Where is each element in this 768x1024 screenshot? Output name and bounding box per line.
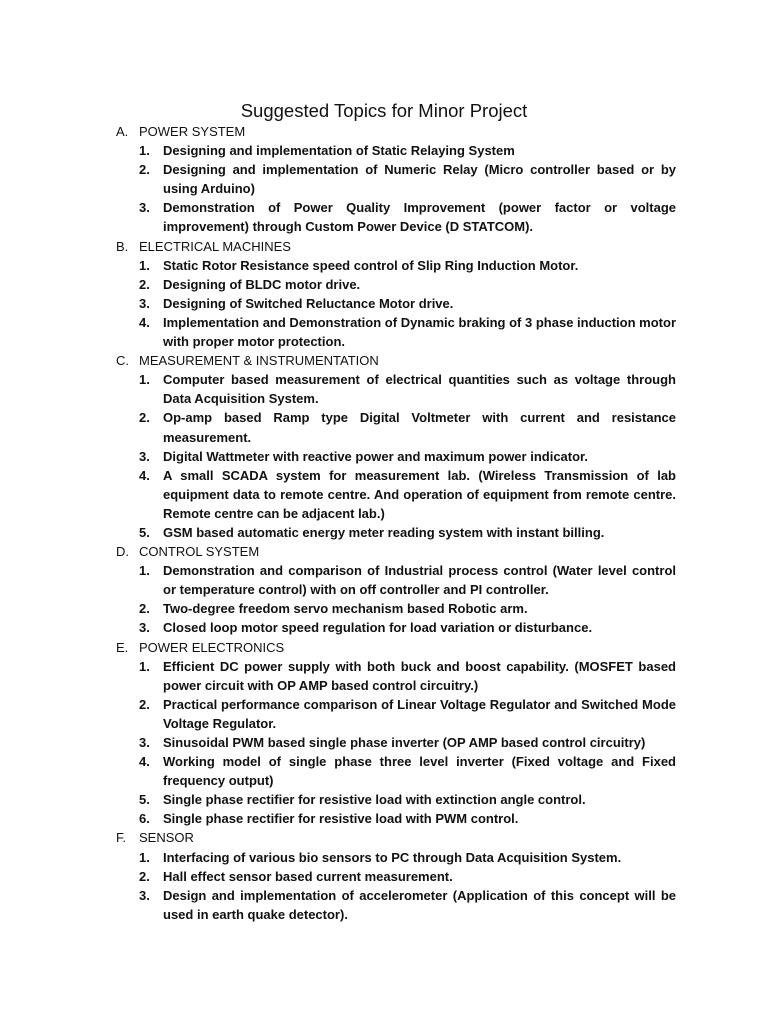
- topic-list: [139, 141, 676, 236]
- topic-item: [139, 198, 676, 236]
- topic-item: [139, 275, 676, 294]
- topic-number: 2.: [139, 868, 150, 884]
- topic-list: [139, 848, 676, 924]
- topic-number: 2.: [139, 601, 150, 617]
- topic-item: [139, 447, 676, 466]
- topic-text: Static Rotor Resistance speed control of Slip Ring Induction Motor.: [163, 257, 579, 273]
- section: [116, 237, 676, 352]
- topic-number: 1.: [139, 257, 150, 273]
- topic-number: 2.: [139, 162, 150, 178]
- topic-text: Single phase rectifier for resistive load with extinction angle control.: [163, 792, 586, 808]
- topic-number: 1.: [139, 849, 150, 865]
- topic-item: [139, 867, 676, 886]
- topic-number: 2.: [139, 410, 150, 426]
- topic-number: 2.: [139, 276, 150, 292]
- topic-text: Demonstration of Power Quality Improvement (power factor or voltage improvement) through Custom Power Device (D STATCOM).: [163, 200, 676, 235]
- topic-item: [139, 466, 676, 523]
- topic-item: [139, 695, 676, 733]
- topic-number: 6.: [139, 811, 150, 827]
- section-heading: POWER SYSTEM: [139, 124, 246, 139]
- topic-text: Designing of BLDC motor drive.: [163, 276, 361, 292]
- topic-number: 3.: [139, 887, 150, 903]
- section-heading: MEASUREMENT & INSTRUMENTATION: [139, 353, 379, 369]
- section-heading: CONTROL SYSTEM: [139, 544, 260, 560]
- topic-item: [139, 790, 676, 809]
- topic-text: Digital Wattmeter with reactive power and maximum power indicator.: [163, 448, 589, 464]
- topic-list: [139, 370, 676, 542]
- topic-number: 5.: [139, 792, 150, 808]
- section-letter: D.: [116, 544, 129, 560]
- topic-number: 3.: [139, 200, 150, 216]
- page-title: Suggested Topics for Minor Project: [240, 100, 528, 122]
- topic-number: 1.: [139, 563, 150, 579]
- topic-item: [139, 657, 676, 695]
- topic-item: [139, 809, 676, 828]
- topic-item: [139, 294, 676, 313]
- topic-item: [139, 733, 676, 752]
- topic-number: 5.: [139, 524, 150, 540]
- topic-number: 3.: [139, 620, 150, 636]
- topic-item: [139, 256, 676, 275]
- section-heading: SENSOR: [139, 830, 194, 846]
- topic-number: 3.: [139, 448, 150, 464]
- topic-text: Design and implementation of accelerometer (Application of this concept will be used in earth quake detector).: [163, 887, 676, 922]
- topic-number: 1.: [139, 658, 150, 674]
- topic-number: 2.: [139, 696, 150, 712]
- section: [116, 122, 676, 237]
- section-heading: POWER ELECTRONICS: [139, 639, 285, 655]
- topic-text: Closed loop motor speed regulation for load variation or disturbance.: [163, 620, 593, 636]
- topic-text: Computer based measurement of electrical quantities such as voltage through Data Acquisition System.: [163, 372, 676, 407]
- topic-text: Implementation and Demonstration of Dynamic braking of 3 phase induction motor with proper motor protection.: [163, 314, 676, 350]
- topic-text: Practical performance comparison of Linear Voltage Regulator and Switched Mode Voltage Regulator.: [163, 696, 676, 731]
- topic-item: [139, 618, 676, 637]
- topic-text: Working model of single phase three level inverter (Fixed voltage and Fixed frequency output): [163, 754, 676, 789]
- topic-text: GSM based automatic energy meter reading system with instant billing.: [163, 524, 605, 540]
- topic-text: Single phase rectifier for resistive load with PWM control.: [163, 811, 519, 827]
- section-letter: B.: [116, 238, 129, 254]
- topic-text: Demonstration and comparison of Industrial process control (Water level control or temperature control) with on off controller and PI controller.: [163, 563, 676, 598]
- topic-sections: [116, 122, 676, 924]
- topic-text: Efficient DC power supply with both buck and boost capability. (MOSFET based power circuit with OP AMP based control circuitry.): [163, 658, 676, 693]
- topic-text: Sinusoidal PWM based single phase inverter (OP AMP based control circuitry): [163, 735, 646, 750]
- topic-list: [139, 561, 676, 637]
- topic-number: 4.: [139, 754, 150, 770]
- topic-item: [139, 561, 676, 599]
- topic-text: Designing and implementation of Numeric Relay (Micro controller based or by using Arduino): [163, 162, 676, 197]
- topic-item: [139, 848, 676, 867]
- topic-item: [139, 141, 676, 160]
- topic-number: 4.: [139, 467, 150, 483]
- topic-text: Designing and implementation of Static Relaying System: [163, 143, 515, 159]
- topic-item: [139, 160, 676, 198]
- topic-number: 4.: [139, 314, 150, 330]
- topic-list: [139, 657, 676, 829]
- section: [116, 351, 676, 542]
- section: [116, 542, 676, 637]
- topic-text: Two-degree freedom servo mechanism based Robotic arm.: [163, 601, 528, 617]
- section-letter: E.: [116, 639, 129, 655]
- section: [116, 638, 676, 829]
- topic-text: Hall effect sensor based current measurement.: [163, 868, 453, 884]
- topic-text: Interfacing of various bio sensors to PC through Data Acquisition System.: [163, 849, 622, 865]
- section-heading: ELECTRICAL MACHINES: [139, 238, 291, 254]
- topic-item: [139, 599, 676, 618]
- section-letter: F.: [116, 830, 127, 846]
- topic-number: 1.: [139, 143, 150, 159]
- topic-item: [139, 313, 676, 351]
- topic-text: Designing of Switched Reluctance Motor drive.: [163, 295, 454, 311]
- topic-list: [139, 256, 676, 351]
- topic-number: 1.: [139, 372, 150, 388]
- topic-number: 3.: [139, 295, 150, 311]
- topic-item: [139, 752, 676, 790]
- section-letter: C.: [116, 353, 129, 369]
- topic-text: Op-amp based Ramp type Digital Voltmeter with current and resistance measurement.: [163, 410, 676, 445]
- topic-item: [139, 408, 676, 446]
- topic-number: 3.: [139, 735, 150, 750]
- topic-item: [139, 370, 676, 408]
- topic-item: [139, 886, 676, 924]
- topic-text: A small SCADA system for measurement lab. (Wireless Transmission of lab equipment data to remote centre. And operation of equipment from remote centre. Remote centre can be adjacent lab.): [163, 467, 676, 521]
- section-letter: A.: [116, 124, 129, 139]
- section: [116, 828, 676, 923]
- topic-item: [139, 523, 676, 542]
